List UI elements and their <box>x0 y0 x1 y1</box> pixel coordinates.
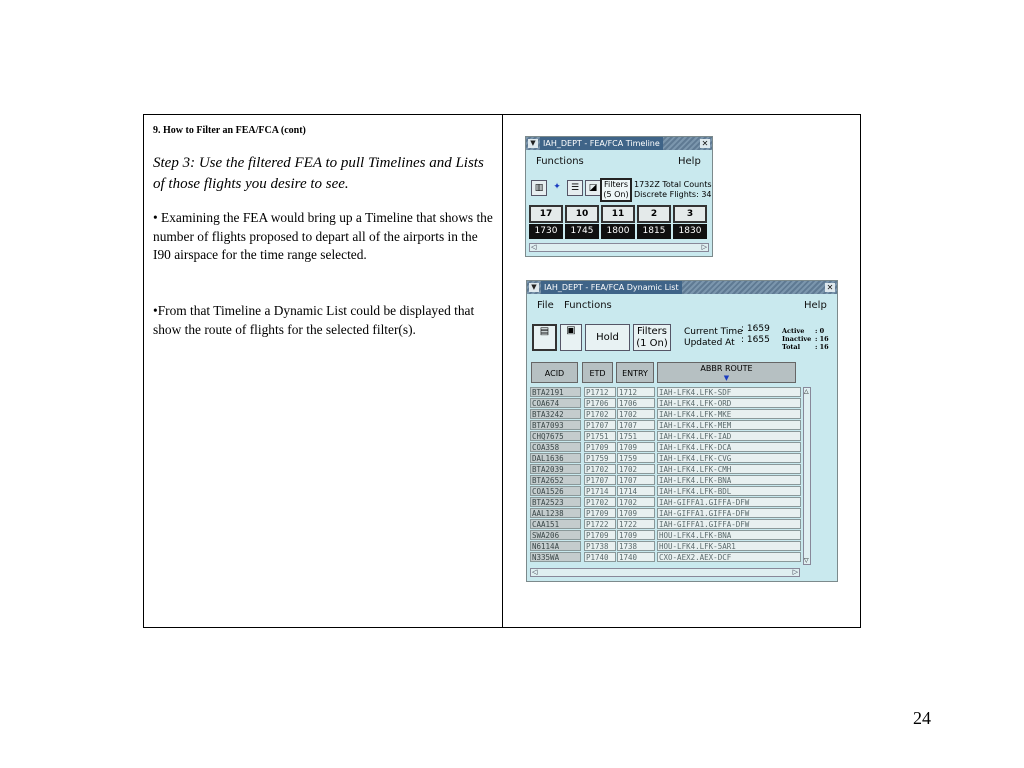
etd-cell: P1706 <box>584 398 616 408</box>
current-time-value: : 1659 <box>741 324 770 334</box>
dynamic-list-title: IAH_DEPT - FEA/FCA Dynamic List <box>541 281 682 294</box>
count-cell[interactable]: 2 <box>637 205 671 223</box>
route-cell: IAH-LFK4.LFK-BDL <box>657 486 801 496</box>
table-row[interactable] <box>530 387 802 398</box>
menu-help[interactable]: Help <box>678 156 701 167</box>
total-label: Total <box>782 343 801 351</box>
flight-list <box>530 387 802 563</box>
count-cell[interactable]: 11 <box>601 205 635 223</box>
etd-cell: P1712 <box>584 387 616 397</box>
menu-help[interactable]: Help <box>804 300 827 311</box>
entry-cell: 1702 <box>617 497 655 507</box>
table-row[interactable] <box>530 475 802 486</box>
table-row[interactable] <box>530 541 802 552</box>
entry-cell: 1709 <box>617 508 655 518</box>
entry-cell: 1702 <box>617 464 655 474</box>
etd-cell: P1738 <box>584 541 616 551</box>
scroll-right-icon[interactable]: ▷ <box>701 243 707 251</box>
acid-cell: BTA3242 <box>530 409 581 419</box>
menu-functions[interactable]: Functions <box>536 156 584 167</box>
entry-cell: 1740 <box>617 552 655 562</box>
up-arrow-icon[interactable]: ✦ <box>553 182 561 192</box>
filters-label: Filters <box>604 180 628 189</box>
active-label: Active <box>782 327 805 335</box>
acid-cell: CHQ7675 <box>530 431 581 441</box>
entry-cell: 1709 <box>617 442 655 452</box>
route-cell: IAH-GIFFA1.GIFFA-DFW <box>657 508 801 518</box>
route-cell: IAH-LFK4.LFK-CVG <box>657 453 801 463</box>
bar-chart-icon[interactable]: ▥ <box>531 180 547 196</box>
vertical-scrollbar[interactable] <box>803 387 811 565</box>
time-cell: 1745 <box>565 224 599 239</box>
column-divider <box>502 115 503 627</box>
etd-cell: P1709 <box>584 530 616 540</box>
filters-count: (5 On) <box>603 190 629 199</box>
entry-cell: 1709 <box>617 530 655 540</box>
entry-cell: 1702 <box>617 409 655 419</box>
table-row[interactable] <box>530 552 802 563</box>
entry-cell: 1706 <box>617 398 655 408</box>
filters-button[interactable] <box>600 178 632 202</box>
image-icon[interactable]: ◪ <box>585 180 601 196</box>
column-header-route[interactable] <box>657 362 796 383</box>
acid-cell: BTA2652 <box>530 475 581 485</box>
acid-cell: DAL1636 <box>530 453 581 463</box>
route-cell: HOU-LFK4.LFK-5AR1 <box>657 541 801 551</box>
acid-cell: AAL1238 <box>530 508 581 518</box>
table-row[interactable] <box>530 431 802 442</box>
etd-cell: P1702 <box>584 497 616 507</box>
discrete-flights-text: Discrete Flights: 34 <box>634 190 712 199</box>
route-cell: IAH-LFK4.LFK-MEM <box>657 420 801 430</box>
column-header-entry[interactable]: ENTRY <box>616 362 654 383</box>
timeline-title: IAH_DEPT - FEA/FCA Timeline <box>540 137 663 150</box>
etd-cell: P1707 <box>584 475 616 485</box>
route-cell: IAH-GIFFA1.GIFFA-DFW <box>657 497 801 507</box>
horizontal-scrollbar[interactable] <box>530 568 800 577</box>
etd-cell: P1740 <box>584 552 616 562</box>
table-row[interactable] <box>530 453 802 464</box>
route-cell: HOU-LFK4.LFK-BNA <box>657 530 801 540</box>
close-icon[interactable]: ✕ <box>826 283 834 292</box>
route-cell: IAH-LFK4.LFK-DCA <box>657 442 801 452</box>
filters-button[interactable] <box>633 324 671 351</box>
route-cell: IAH-LFK4.LFK-ORD <box>657 398 801 408</box>
acid-cell: N6114A <box>530 541 581 551</box>
entry-cell: 1707 <box>617 420 655 430</box>
timeline-titlebar[interactable] <box>526 137 712 150</box>
timeline-window <box>525 136 713 257</box>
etd-cell: P1722 <box>584 519 616 529</box>
acid-cell: COA358 <box>530 442 581 452</box>
dynamic-list-titlebar[interactable] <box>527 281 837 294</box>
menu-functions[interactable]: Functions <box>564 300 612 311</box>
route-cell: IAH-LFK4.LFK-CMH <box>657 464 801 474</box>
time-cell: 1800 <box>601 224 635 239</box>
step-text: Step 3: Use the filtered FEA to pull Timelines and Lists of those flights you desire to see. <box>153 155 484 192</box>
active-value: : 0 <box>815 327 825 335</box>
entry-cell: 1707 <box>617 475 655 485</box>
acid-cell: SWA206 <box>530 530 581 540</box>
bullet-paragraph-2: •From that Timeline a Dynamic List could be displayed that show the route of flights for the selected filter(s). <box>153 303 475 337</box>
route-cell: IAH-LFK4.LFK-IAD <box>657 431 801 441</box>
route-cell: IAH-LFK4.LFK-MKE <box>657 409 801 419</box>
route-cell: IAH-GIFFA1.GIFFA-DFW <box>657 519 801 529</box>
count-cell[interactable]: 3 <box>673 205 707 223</box>
etd-cell: P1759 <box>584 453 616 463</box>
column-header-acid[interactable]: ACID <box>531 362 578 383</box>
route-cell: IAH-LFK4.LFK-BNA <box>657 475 801 485</box>
route-cell: CXO-AEX2.AEX-DCF <box>657 552 801 562</box>
sort-down-icon: ▼ <box>723 374 730 382</box>
scroll-up-icon[interactable]: △ <box>804 388 809 395</box>
save-icon[interactable]: ▣ <box>560 324 582 351</box>
scroll-right-icon[interactable]: ▷ <box>792 568 798 576</box>
acid-cell: N335WA <box>530 552 581 562</box>
etd-cell: P1714 <box>584 486 616 496</box>
time-cell: 1830 <box>673 224 707 239</box>
filters-count: (1 On) <box>636 338 668 349</box>
hold-button[interactable]: Hold <box>585 324 630 351</box>
count-cell[interactable]: 17 <box>529 205 563 223</box>
page-number: 24 <box>913 708 931 728</box>
entry-cell: 1751 <box>617 431 655 441</box>
entry-cell: 1712 <box>617 387 655 397</box>
etd-cell: P1751 <box>584 431 616 441</box>
acid-cell: COA1526 <box>530 486 581 496</box>
etd-cell: P1702 <box>584 464 616 474</box>
etd-cell: P1702 <box>584 409 616 419</box>
table-row[interactable] <box>530 519 802 530</box>
current-time-label: Current Time <box>684 327 743 337</box>
table-row[interactable] <box>530 464 802 475</box>
table-row[interactable] <box>530 486 802 497</box>
entry-cell: 1714 <box>617 486 655 496</box>
route-cell: IAH-LFK4.LFK-SDF <box>657 387 801 397</box>
time-cell: 1730 <box>529 224 563 239</box>
route-header-label: ABBR ROUTE <box>700 364 753 373</box>
table-row[interactable] <box>530 497 802 508</box>
window-menu-icon[interactable]: ▼ <box>528 139 538 148</box>
scroll-left-icon[interactable]: ◁ <box>531 243 537 251</box>
updated-at-label: Updated At <box>684 338 735 348</box>
scroll-down-icon[interactable]: ▽ <box>804 557 809 564</box>
print-icon[interactable]: ▤ <box>532 324 557 351</box>
etd-cell: P1707 <box>584 420 616 430</box>
column-header-etd[interactable]: ETD <box>582 362 613 383</box>
window-menu-icon[interactable]: ▼ <box>529 283 539 292</box>
close-icon[interactable]: ✕ <box>701 139 709 148</box>
count-cell[interactable]: 10 <box>565 205 599 223</box>
total-counts-text: 1732Z Total Counts <box>634 180 712 189</box>
section-heading: 9. How to Filter an FEA/FCA (cont) <box>153 125 306 136</box>
scroll-left-icon[interactable]: ◁ <box>532 568 538 576</box>
acid-cell: BTA2523 <box>530 497 581 507</box>
etd-cell: P1709 <box>584 508 616 518</box>
entry-cell: 1759 <box>617 453 655 463</box>
table-row[interactable] <box>530 442 802 453</box>
bullet-paragraph-1: • Examining the FEA would bring up a Timeline that shows the number of flights proposed to depart all of the airports in the I90 airspace for the time range selected. <box>153 210 493 263</box>
table-row[interactable] <box>530 420 802 431</box>
etd-cell: P1709 <box>584 442 616 452</box>
updated-at-value: : 1655 <box>741 335 770 345</box>
inactive-value: : 16 <box>815 335 829 343</box>
acid-cell: BTA2039 <box>530 464 581 474</box>
table-row[interactable] <box>530 508 802 519</box>
acid-cell: COA674 <box>530 398 581 408</box>
horizontal-scrollbar[interactable] <box>529 243 709 252</box>
menu-file[interactable]: File <box>537 300 554 311</box>
acid-cell: BTA7093 <box>530 420 581 430</box>
acid-cell: CAA151 <box>530 519 581 529</box>
dynamic-list-window <box>526 280 838 582</box>
filters-label: Filters <box>637 326 667 337</box>
table-row[interactable] <box>530 530 802 541</box>
entry-cell: 1738 <box>617 541 655 551</box>
acid-cell: BTA2191 <box>530 387 581 397</box>
list-icon[interactable]: ☰ <box>567 180 583 196</box>
time-cell: 1815 <box>637 224 671 239</box>
table-row[interactable] <box>530 409 802 420</box>
inactive-label: Inactive <box>782 335 812 343</box>
table-row[interactable] <box>530 398 802 409</box>
total-value: : 16 <box>815 343 829 351</box>
entry-cell: 1722 <box>617 519 655 529</box>
